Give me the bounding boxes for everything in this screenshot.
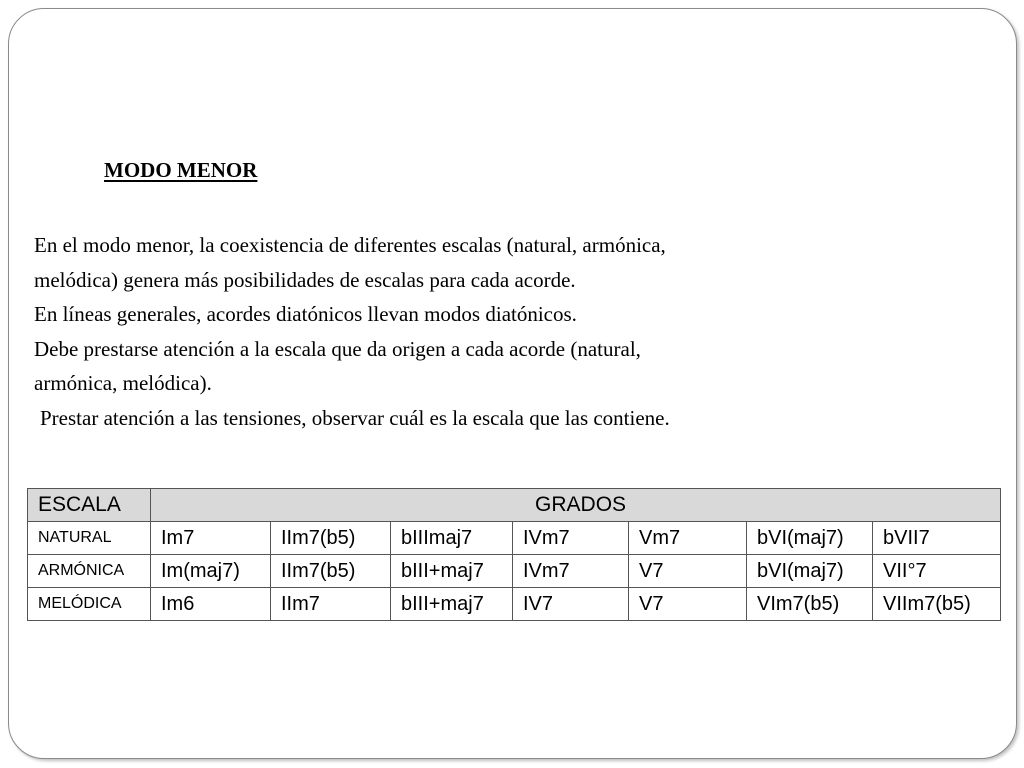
chord-cell: VIm7(b5) xyxy=(747,588,873,621)
chord-cell: IVm7 xyxy=(513,522,629,555)
table-header-row xyxy=(28,489,1001,522)
chord-cell: IIm7(b5) xyxy=(271,555,391,588)
chord-cell: bIIImaj7 xyxy=(391,522,513,555)
chord-cell: bIII+maj7 xyxy=(391,588,513,621)
paragraph-line: melódica) genera más posibilidades de escalas para cada acorde. xyxy=(34,267,576,292)
chord-cell: Im6 xyxy=(151,588,271,621)
page-title: MODO MENOR xyxy=(104,158,258,182)
chord-cell: bIII+maj7 xyxy=(391,555,513,588)
scale-name: NATURAL xyxy=(28,522,151,555)
chord-cell: IVm7 xyxy=(513,555,629,588)
chord-cell: Im(maj7) xyxy=(151,555,271,588)
header-escala: ESCALA xyxy=(28,489,151,522)
paragraph-line: armónica, melódica). xyxy=(34,371,212,396)
scale-name: MELÓDICA xyxy=(28,588,151,621)
chord-cell: VII°7 xyxy=(873,555,1001,588)
chord-cell: Vm7 xyxy=(629,522,747,555)
chord-cell: V7 xyxy=(629,555,747,588)
table-row xyxy=(28,555,1001,588)
header-grados: GRADOS xyxy=(151,489,1001,522)
chord-cell: bVI(maj7) xyxy=(747,555,873,588)
chord-cell: IIm7(b5) xyxy=(271,522,391,555)
chord-cell: VIIm7(b5) xyxy=(873,588,1001,621)
chord-cell: bVI(maj7) xyxy=(747,522,873,555)
scale-degrees-table xyxy=(27,488,1001,621)
scale-name: ARMÓNICA xyxy=(28,555,151,588)
paragraph-line: En líneas generales, acordes diatónicos llevan modos diatónicos. xyxy=(34,302,577,327)
chord-cell: IIm7 xyxy=(271,588,391,621)
paragraph-line: Debe prestarse atención a la escala que da origen a cada acorde (natural, xyxy=(34,336,641,361)
table-row xyxy=(28,588,1001,621)
body-text xyxy=(34,228,854,436)
paragraph-line: Prestar atención a las tensiones, observar cuál es la escala que las contiene. xyxy=(40,405,670,430)
chord-cell: IV7 xyxy=(513,588,629,621)
paragraph-line: En el modo menor, la coexistencia de diferentes escalas (natural, armónica, xyxy=(34,233,666,257)
table-row xyxy=(28,522,1001,555)
chord-cell: bVII7 xyxy=(873,522,1001,555)
chord-cell: Im7 xyxy=(151,522,271,555)
chord-cell: V7 xyxy=(629,588,747,621)
